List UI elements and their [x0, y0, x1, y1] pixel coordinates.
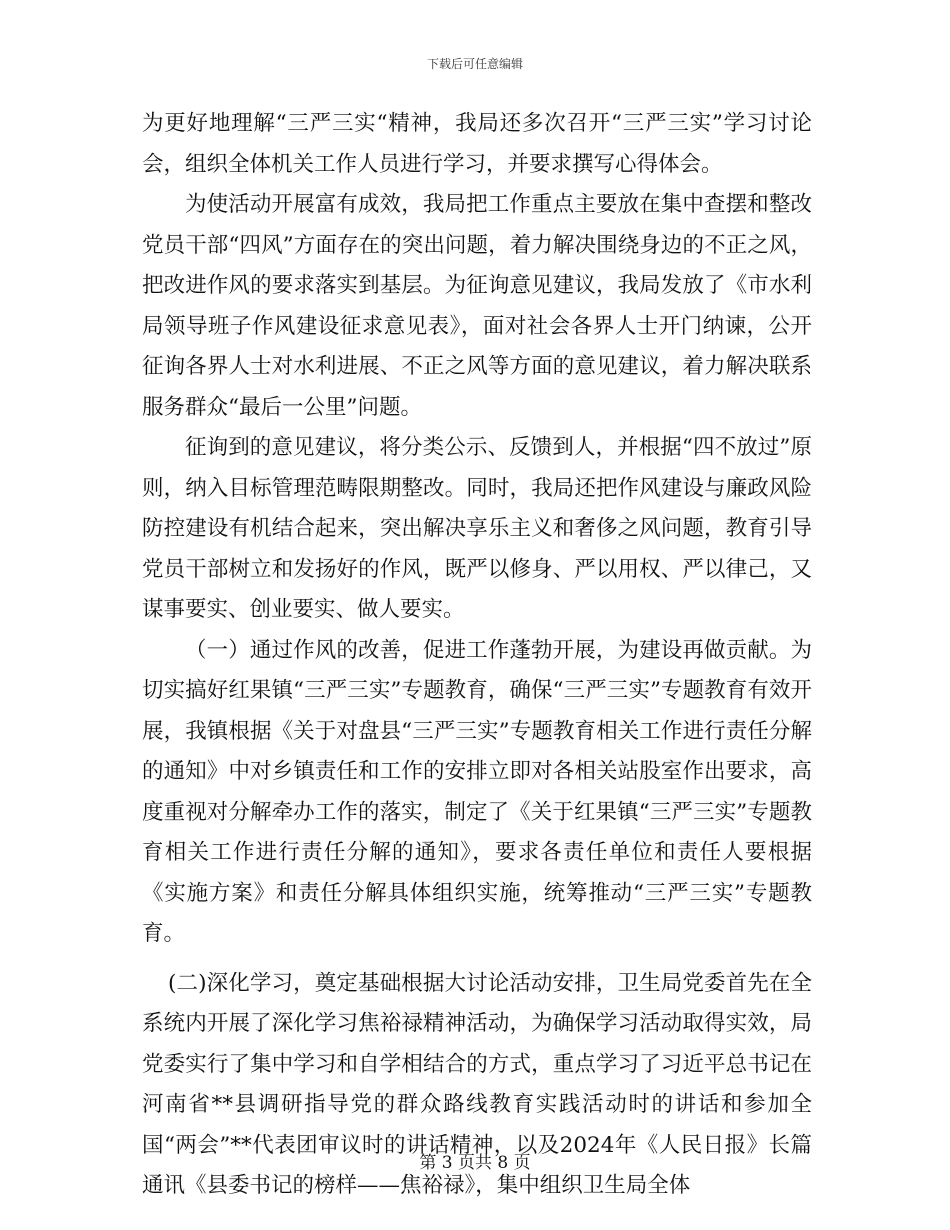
page-header: 下载后可任意编辑: [426, 57, 523, 71]
page-number: 第 3 页共 8 页: [419, 1153, 531, 1173]
paragraph-4: （一）通过作风的改善，促进工作蓬勃开展，为建设再做贡献。为切实搞好红果镇“三严三实”专题教育，确保“三严三实”专题教育有效开展，我镇根据《关于对盘县“三严三实”专题教育相关工作进行责任分解的通知》中对乡镇责任和工作的安排立即对各相关站股室作出要求，高度重视对分解牵办工作的落实，制定了《关于红果镇“三严三实”专题教育相关工作进行责任分解的通知》，要求各责任单位和责任人要根据《实施方案》和责任分解具体组织实施，统筹推动“三严三实”专题教育。: [142, 637, 812, 946]
paragraph-1: 为更好地理解“三严三实“精神，我局还多次召开“三严三实”学习讨论会，组织全体机关工作人员进行学习，并要求撰写心得体会。: [142, 111, 812, 177]
paragraph-2: 为使活动开展富有成效，我局把工作重点主要放在集中查摆和整改党员干部“四风”方面存在的突出问题，着力解决围绕身边的不正之风，把改进作风的要求落实到基层。为征询意见建议，我局发放了《市水利局领导班子作风建设征求意见表》，面对社会各界人士开门纳谏，公开征询各界人士对水利进展、不正之风等方面的意见建议，着力解决联系服务群众“最后一公里”问题。: [142, 192, 812, 420]
paragraph-5: (二)深化学习，奠定基础根据大讨论活动安排，卫生局党委首先在全系统内开展了深化学习焦裕禄精神活动，为确保学习活动取得实效，局党委实行了集中学习和自学相结合的方式，重点学习了习近平总书记在河南省**县调研指导党的群众路线教育实践活动时的讲话和参加全国“两会”**代表团审议时的讲话精神，以及2024年《人民日报》长篇通讯《县委书记的榜样——焦裕禄》，集中组织卫生局全体: [142, 970, 812, 1198]
document-body: [142, 104, 812, 1207]
paragraph-3: 征询到的意见建议，将分类公示、反馈到人，并根据“四不放过”原则，纳入目标管理范畴限期整改。同时，我局还把作风建设与廉政风险防控建设有机结合起来，突出解决享乐主义和奢侈之风问题，教育引导党员干部树立和发扬好的作风，既严以修身、严以用权、严以律己，又谋事要实、创业要实、做人要实。: [142, 435, 812, 622]
